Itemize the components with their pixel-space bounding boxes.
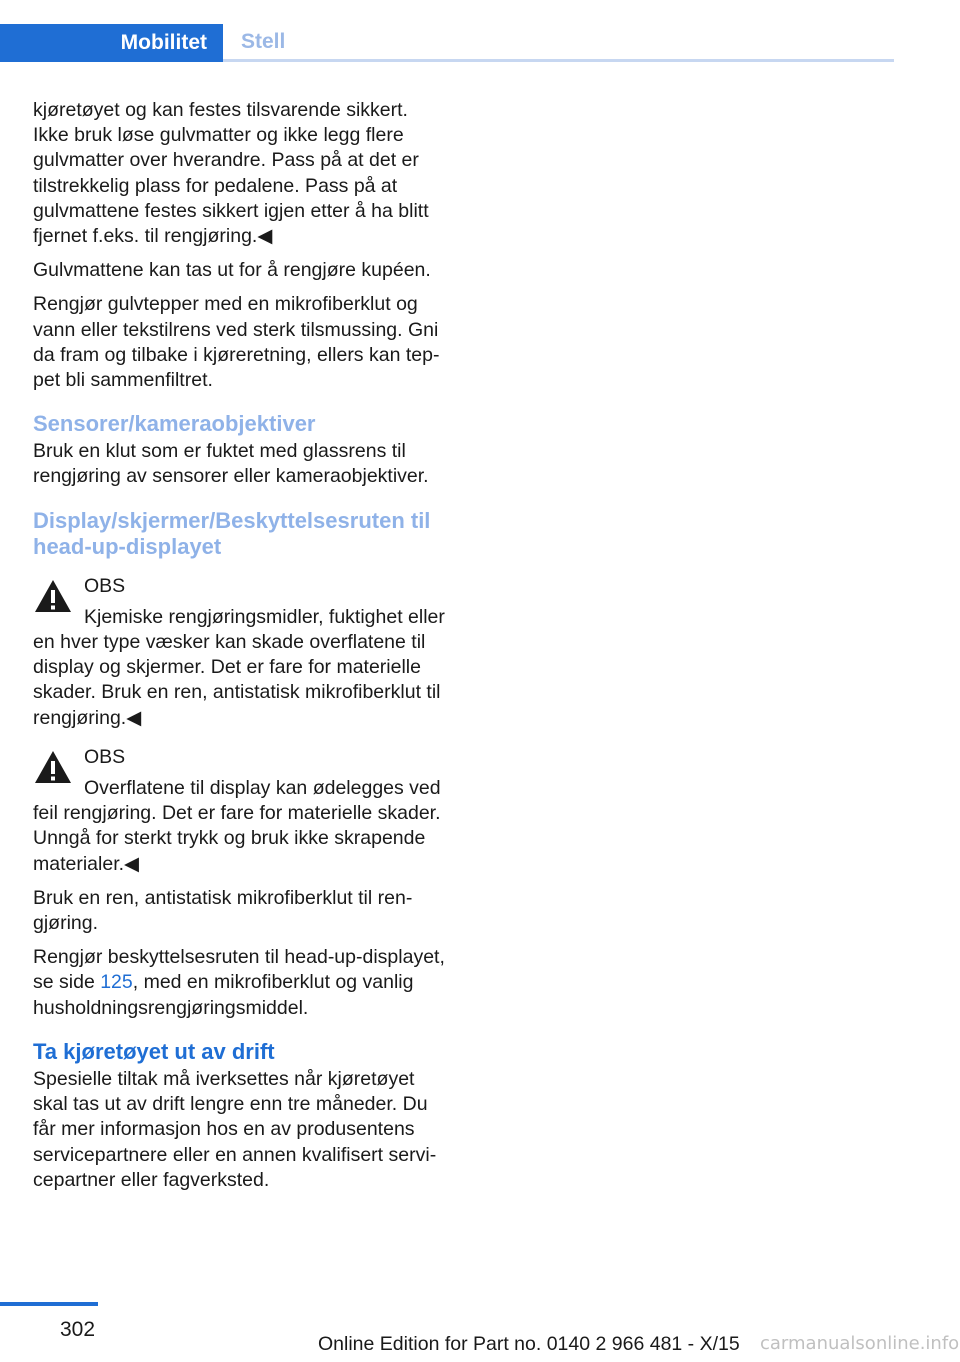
edition-note: Online Edition for Part no. 0140 2 966 481 - X/15 [318, 1333, 740, 1355]
paragraph: Bruk en klut som er fuktet med glassrens til rengjøring av sensorer eller kameraobjektiver. [33, 440, 429, 488]
warning-text: Kjemiske rengjøringsmidler, fuktighet eller en hver type væsker kan skade overflatene til display og skjermer. Det er fare for materielle skader. Bruk en ren, antistatisk mikrofiberklut til rengjøring.◀ [33, 605, 445, 729]
tab-mobilitet[interactable]: Mobilitet [0, 24, 223, 62]
section-heading-display: Display/skjermer/Beskyttelsesruten til head-up-displayet [33, 507, 431, 559]
section-heading-sensors: Sensorer/kameraobjektiver [33, 411, 316, 437]
paragraph: Spesielle tiltak må iverksettes når kjøretøyet skal tas ut av drift lengre enn tre måneder. Du får mer informasjon hos en av produsentens servicepartnere eller en annen kvalifisert servicepartner eller fagverksted. [33, 1067, 437, 1191]
page-content [33, 98, 449, 1202]
paragraph: kjøretøyet og kan festes tilsvarende sikkert. Ikke bruk løse gulvmatter og ikke legg flere gulvmatter over hverandre. Pass på at det er tilstrekkelig plass for pedalene. Pass på at gulvmattene festes sikkert igjen etter å ha blitt fjernet f.eks. til rengjøring.◀ [33, 99, 429, 248]
paragraph: Bruk en ren, antistatisk mikrofiberklut til rengjøring. [33, 886, 413, 935]
paragraph: Rengjør beskyttelsesruten til head-up-displayet, se side 125, med en mikrofiberklut og vanlig husholdningsrengjøringsmiddel. [33, 946, 445, 1019]
paragraph: Rengjør gulvtepper med en mikrofiberklut og vann eller tekstilrens ved sterk tilsmussing. Gni da fram og tilbake i kjøreretning, ellers kan teppet bli sammenfiltret. [33, 293, 440, 392]
watermark: carmanualsonline.info [760, 1333, 960, 1354]
chapter-header [0, 0, 960, 62]
warning-triangle-icon [33, 578, 73, 614]
warning-block [33, 745, 449, 877]
warning-block [33, 574, 449, 731]
footer-rule [0, 1302, 98, 1306]
tab-stell[interactable]: Stell [223, 24, 894, 62]
page-link[interactable]: 125 [100, 971, 133, 994]
warning-text: Overflatene til display kan ødelegges ved feil rengjøring. Det er fare for materielle skader. Unngå for sterkt trykk og bruk ikke skrapende materialer.◀ [33, 777, 441, 875]
paragraph: Gulvmattene kan tas ut for å rengjøre kupéen. [33, 259, 431, 282]
section-heading-decommission: Ta kjøretøyet ut av drift [33, 1038, 275, 1064]
warning-label: OBS [84, 745, 126, 768]
warning-label: OBS [84, 574, 126, 597]
page-number: 302 [60, 1318, 96, 1341]
warning-triangle-icon [33, 749, 73, 785]
